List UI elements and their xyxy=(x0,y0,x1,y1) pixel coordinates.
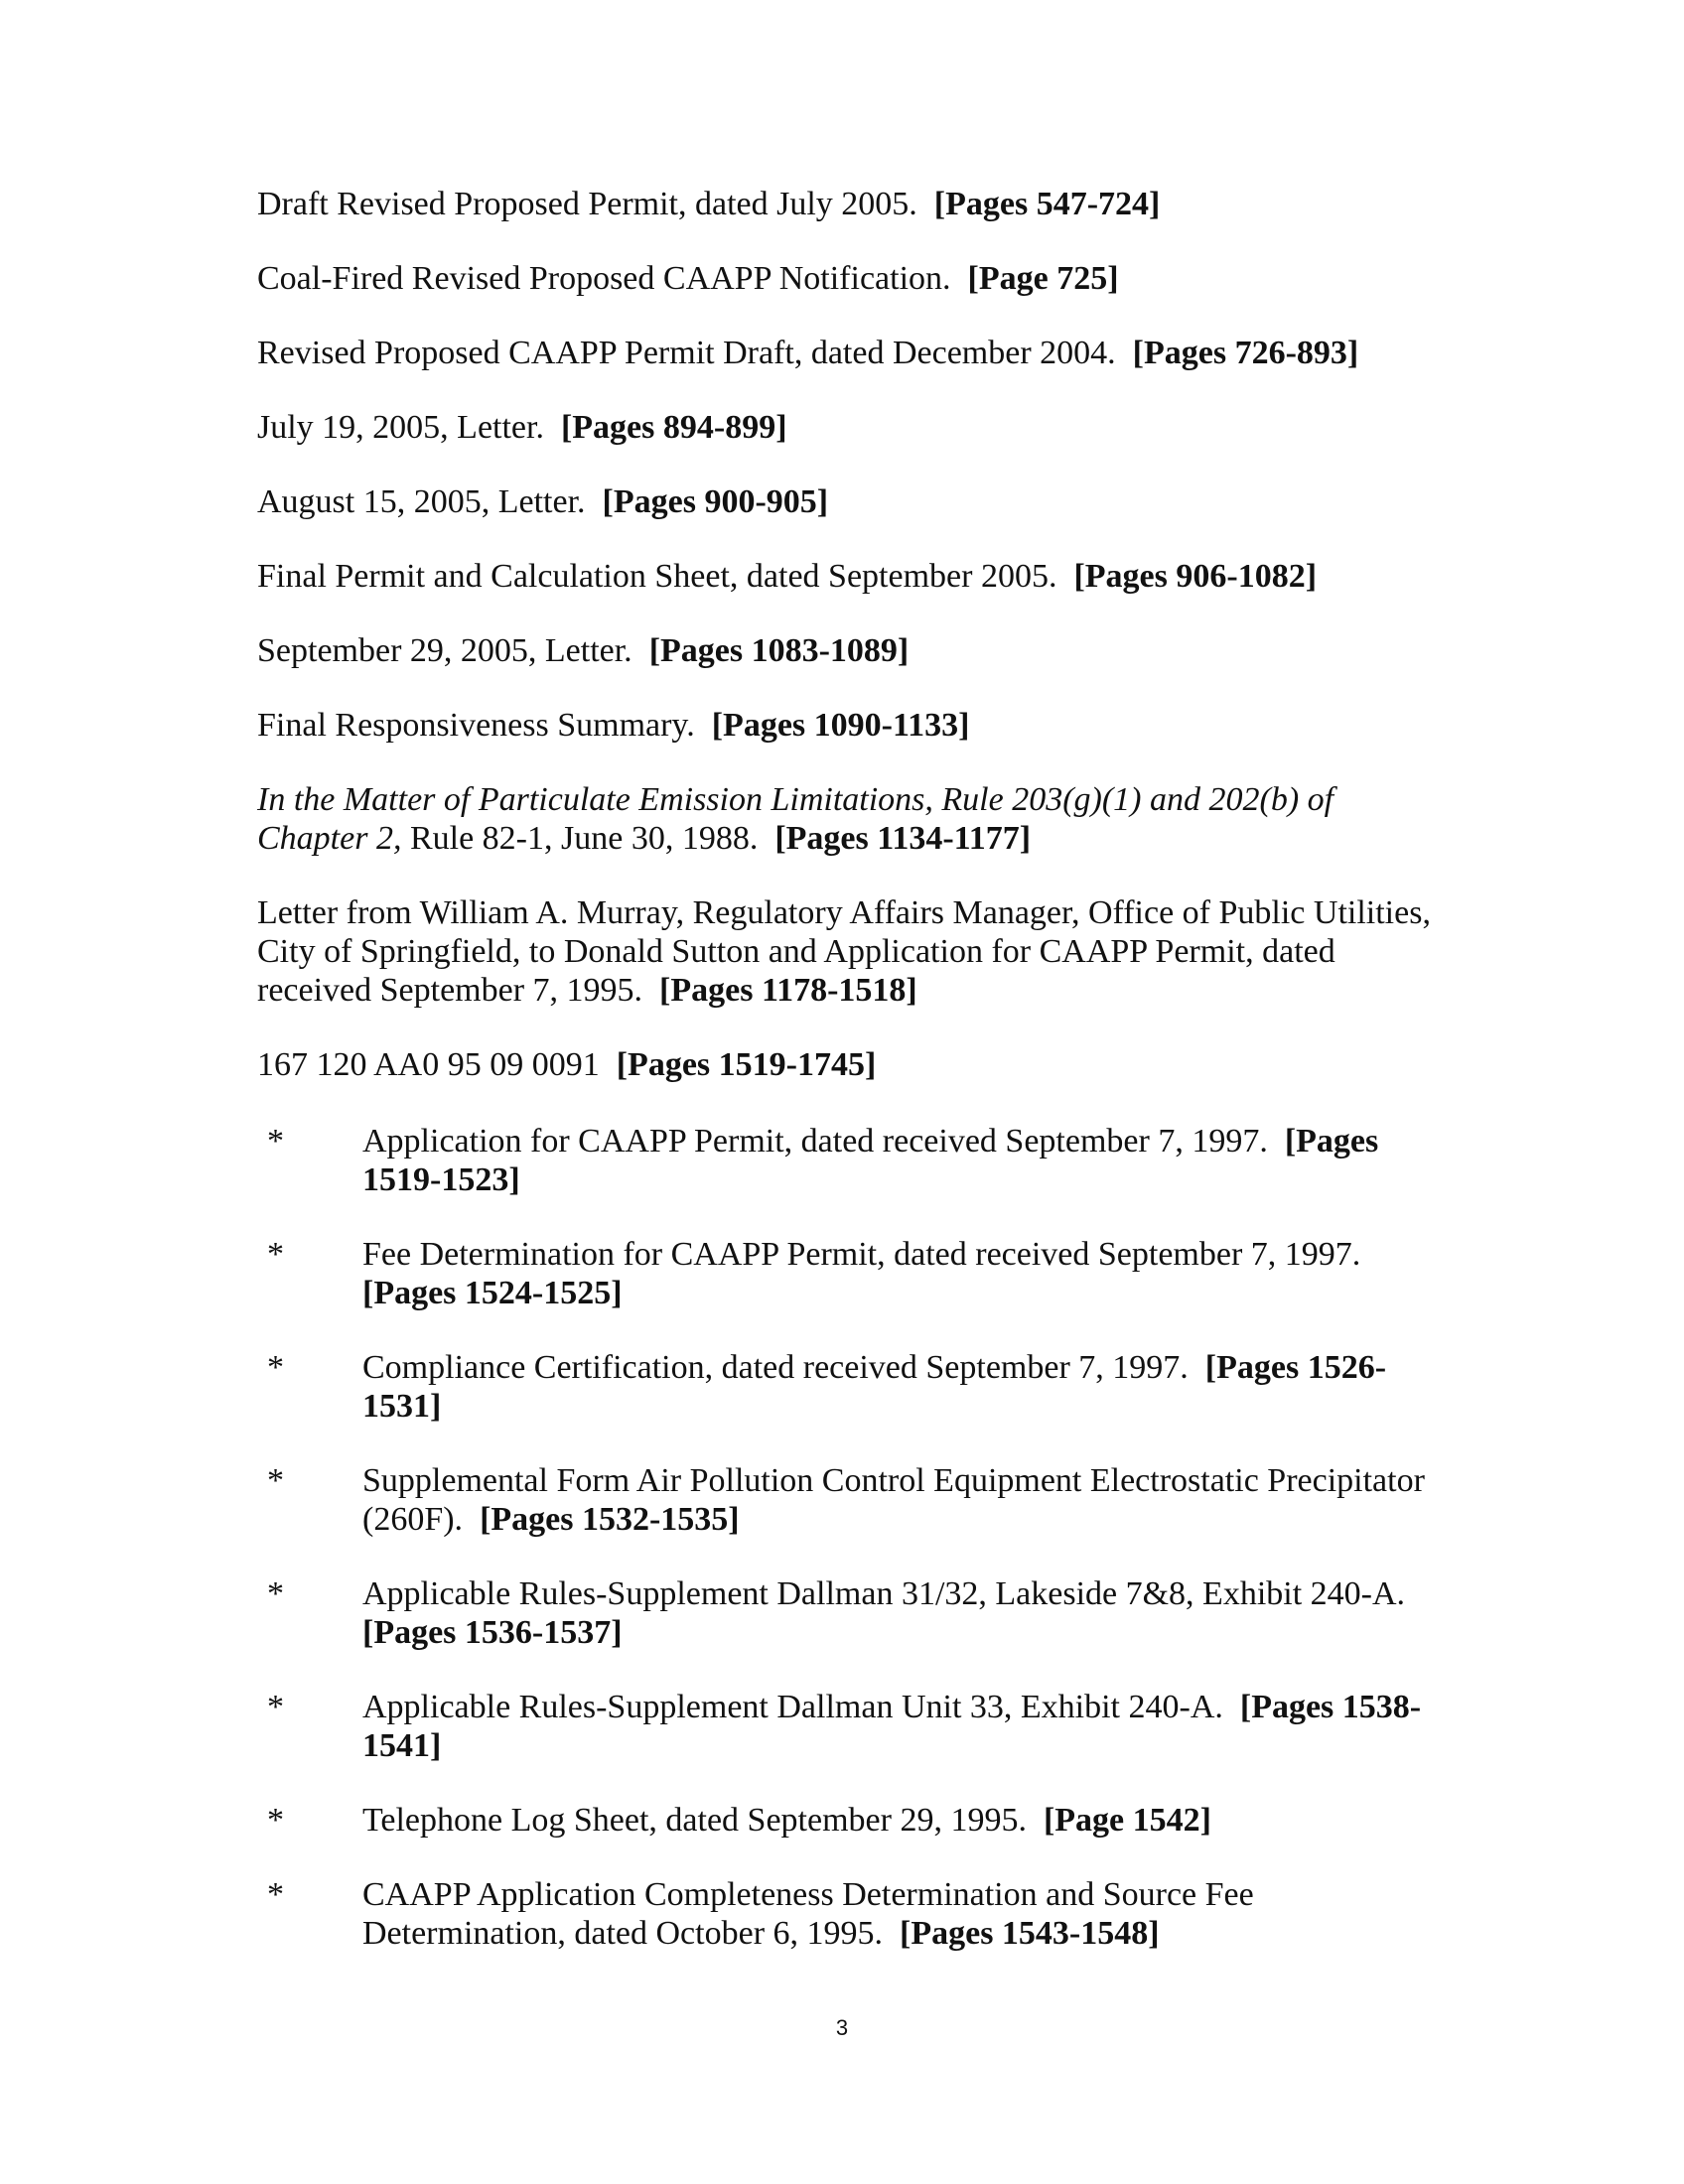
index-entry: Letter from William A. Murray, Regulatory Affairs Manager, Office of Public Utilities, City of Springfield, to Donald Sutton and Application for CAAPP Permit, dated received September 7, 1995. [Pages 1178-1518] xyxy=(257,894,1431,1009)
index-entry: Revised Proposed CAAPP Permit Draft, dated December 2004. [Pages 726-893] xyxy=(257,335,1359,371)
asterisk-bullet: * xyxy=(267,1689,284,1725)
case-title: In the Matter of Particulate Emission Limitations, Rule 203(g)(1) and 202(b) of Chapter 2, xyxy=(257,781,1334,857)
list-item: * Fee Determination for CAAPP Permit, dated received September 7, 1997. [Pages 1524-1525] xyxy=(257,1235,1449,1312)
index-entry: Coal-Fired Revised Proposed CAAPP Notification. [Page 725] xyxy=(257,260,1119,297)
page-reference: [Pages 1524-1525] xyxy=(362,1275,623,1311)
index-entry: Final Permit and Calculation Sheet, dated September 2005. [Pages 906-1082] xyxy=(257,558,1318,595)
asterisk-bullet: * xyxy=(267,1462,284,1499)
page-reference: [Pages 726-893] xyxy=(1132,335,1359,371)
page-reference: [Pages 1538-1541] xyxy=(362,1689,1422,1764)
asterisk-bullet: * xyxy=(267,1349,284,1386)
list-item: * CAAPP Application Completeness Determination and Source Fee Determination, dated October 6, 1995. [Pages 1543-1548] xyxy=(257,1875,1449,1953)
record-index-list xyxy=(257,185,1449,1988)
index-entry: July 19, 2005, Letter. [Pages 894-899] xyxy=(257,409,787,446)
page-reference: [Page 1542] xyxy=(1043,1802,1211,1839)
index-entry: Draft Revised Proposed Permit, dated July 2005. [Pages 547-724] xyxy=(257,186,1161,222)
list-item: * Compliance Certification, dated received September 7, 1997. [Pages 1526-1531] xyxy=(257,1348,1449,1426)
page-reference: [Pages 1543-1548] xyxy=(900,1915,1160,1952)
asterisk-bullet: * xyxy=(267,1236,284,1273)
list-item: * Telephone Log Sheet, dated September 29, 1995. [Page 1542] xyxy=(257,1801,1449,1840)
page-reference: [Pages 1519-1745] xyxy=(616,1046,877,1083)
page-reference: [Pages 1519-1523] xyxy=(362,1123,1379,1198)
page-number: 3 xyxy=(835,2015,849,2040)
sub-item-list xyxy=(257,1122,1449,1953)
list-item: * Supplemental Form Air Pollution Control Equipment Electrostatic Precipitator (260F). [Pages 1532-1535] xyxy=(257,1461,1449,1539)
list-item: * Applicable Rules-Supplement Dallman 31/32, Lakeside 7&8, Exhibit 240-A. [Pages 1536-1537] xyxy=(257,1574,1449,1652)
page-reference: [Pages 1134-1177] xyxy=(774,820,1032,857)
page-reference: [Pages 547-724] xyxy=(933,186,1161,222)
index-entry: In the Matter of Particulate Emission Limitations, Rule 203(g)(1) and 202(b) of Chapter 2, Rule 82-1, June 30, 1988. [Pages 1134-1177] xyxy=(257,781,1334,857)
page-reference: [Pages 1532-1535] xyxy=(480,1501,740,1538)
asterisk-bullet: * xyxy=(267,1123,284,1160)
asterisk-bullet: * xyxy=(267,1575,284,1612)
list-item: * Applicable Rules-Supplement Dallman Unit 33, Exhibit 240-A. [Pages 1538-1541] xyxy=(257,1688,1449,1765)
page-reference: [Pages 1178-1518] xyxy=(659,972,917,1009)
index-entry: August 15, 2005, Letter. [Pages 900-905] xyxy=(257,483,829,520)
page-reference: [Pages 1526-1531] xyxy=(362,1349,1387,1425)
index-entry: September 29, 2005, Letter. [Pages 1083-1089] xyxy=(257,632,910,669)
page-reference: [Pages 1083-1089] xyxy=(648,632,910,669)
page-reference: [Pages 1536-1537] xyxy=(362,1614,623,1651)
list-item: * Application for CAAPP Permit, dated received September 7, 1997. [Pages 1519-1523] xyxy=(257,1122,1449,1199)
page-reference: [Page 725] xyxy=(967,260,1119,297)
page-reference: [Pages 900-905] xyxy=(602,483,829,520)
index-entry: 167 120 AA0 95 09 0091 [Pages 1519-1745] xyxy=(257,1046,877,1083)
asterisk-bullet: * xyxy=(267,1802,284,1839)
asterisk-bullet: * xyxy=(267,1876,284,1913)
page-reference: [Pages 1090-1133] xyxy=(711,707,970,744)
index-entry: Final Responsiveness Summary. [Pages 1090-1133] xyxy=(257,707,970,744)
page-reference: [Pages 906-1082] xyxy=(1073,558,1318,595)
page-reference: [Pages 894-899] xyxy=(560,409,787,446)
